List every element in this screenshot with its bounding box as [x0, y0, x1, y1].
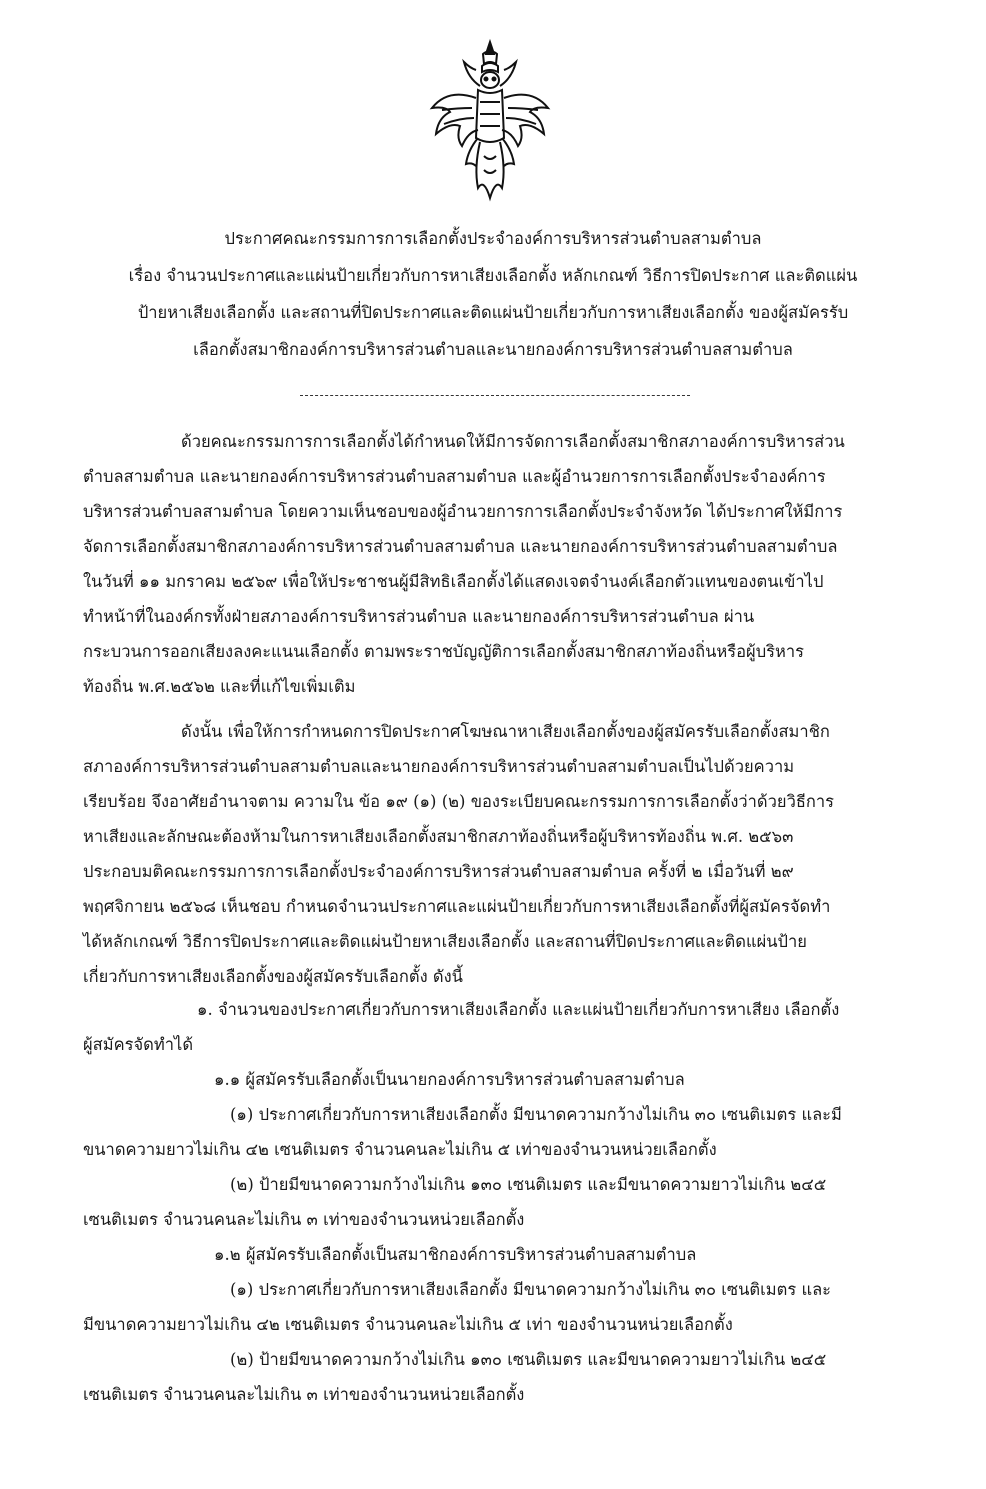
paragraph2-line: เรียบร้อย จึงอาศัยอำนาจตาม ความใน ข้อ ๑๙ (๑) (๒) ของระเบียบคณะกรรมการการเลือกตั้งว่าด้วยวิธีการ — [83, 792, 835, 811]
item-1-1-title: ๑.๑ ผู้สมัครรับเลือกตั้งเป็นนายกองค์การบริหารส่วนตำบลสามตำบล — [214, 1070, 685, 1089]
item-1-1-a-line: ขนาดความยาวไม่เกิน ๔๒ เซนติเมตร จำนวนคนละไม่เกิน ๕ เท่าของจำนวนหน่วยเลือกตั้ง — [83, 1140, 717, 1159]
item-1-2-title: ๑.๒ ผู้สมัครรับเลือกตั้งเป็นสมาชิกองค์การบริหารส่วนตำบลสามตำบล — [214, 1245, 697, 1264]
document-title: ประกาศคณะกรรมการการเลือกตั้งประจำองค์การบริหารส่วนตำบลสามตำบล — [224, 229, 762, 248]
paragraph2-line: ประกอบมติคณะกรรมการการเลือกตั้งประจำองค์การบริหารส่วนตำบลสามตำบล ครั้งที่ ๒ เมื่อวันที่ ๒๙ — [83, 862, 794, 881]
garuda-emblem — [428, 38, 552, 204]
item-1-line: ผู้สมัครจัดทำได้ — [83, 1035, 194, 1054]
subject-line-2: ป้ายหาเสียงเลือกตั้ง และสถานที่ปิดประกาศและติดแผ่นป้ายเกี่ยวกับการหาเสียงเลือกตั้ง ของผู้สมัครรับ — [137, 303, 849, 322]
paragraph1-line: จัดการเลือกตั้งสมาชิกสภาองค์การบริหารส่วนตำบลสามตำบล และนายกองค์การบริหารส่วนตำบลสามตำบล — [83, 537, 838, 556]
item-1-2-a-line: มีขนาดความยาวไม่เกิน ๔๒ เซนติเมตร จำนวนคนละไม่เกิน ๕ เท่า ของจำนวนหน่วยเลือกตั้ง — [83, 1315, 733, 1334]
paragraph1-line: ด้วยคณะกรรมการการเลือกตั้งได้กำหนดให้มีการจัดการเลือกตั้งสมาชิกสภาองค์การบริหารส่วน — [181, 432, 845, 451]
item-1-2-b-line: เซนติเมตร จำนวนคนละไม่เกิน ๓ เท่าของจำนวนหน่วยเลือกตั้ง — [83, 1385, 525, 1404]
paragraph2-line: เกี่ยวกับการหาเสียงเลือกตั้งของผู้สมัครรับเลือกตั้ง ดังนี้ — [83, 967, 463, 986]
subject-line-3: เลือกตั้งสมาชิกองค์การบริหารส่วนตำบลและนายกองค์การบริหารส่วนตำบลสามตำบล — [193, 340, 793, 359]
paragraph2-line: ได้หลักเกณฑ์ วิธีการปิดประกาศและติดแผ่นป้ายหาเสียงเลือกตั้ง และสถานที่ปิดประกาศและติดแผ่นป้าย — [83, 932, 807, 951]
paragraph2-line: พฤศจิกายน ๒๕๖๘ เห็นชอบ กำหนดจำนวนประกาศและแผ่นป้ายเกี่ยวกับการหาเสียงเลือกตั้งที่ผู้สมัครจัดทำ — [83, 897, 831, 916]
subject-line-1: เรื่อง จำนวนประกาศและแผ่นป้ายเกี่ยวกับการหาเสียงเลือกตั้ง หลักเกณฑ์ วิธีการปิดประกาศ และติดแผ่น — [128, 266, 858, 285]
item-1-2-a-line: (๑) ประกาศเกี่ยวกับการหาเสียงเลือกตั้ง มีขนาดความกว้างไม่เกิน ๓๐ เซนติเมตร และ — [230, 1280, 832, 1299]
paragraph2-line: หาเสียงและลักษณะต้องห้ามในการหาเสียงเลือกตั้งสมาชิกสภาท้องถิ่นหรือผู้บริหารท้องถิ่น พ.ศ. ๒๕๖๓ — [83, 827, 794, 846]
separator-line — [300, 395, 690, 396]
paragraph1-line: ท้องถิ่น พ.ศ.๒๕๖๒ และที่แก้ไขเพิ่มเติม — [83, 677, 356, 696]
paragraph1-line: กระบวนการออกเสียงลงคะแนนเลือกตั้ง ตามพระราชบัญญัติการเลือกตั้งสมาชิกสภาท้องถิ่นหรือผู้บริหาร — [83, 642, 805, 661]
item-1-1-b-line: เซนติเมตร จำนวนคนละไม่เกิน ๓ เท่าของจำนวนหน่วยเลือกตั้ง — [83, 1210, 525, 1229]
item-1-2-b-line: (๒) ป้ายมีขนาดความกว้างไม่เกิน ๑๓๐ เซนติเมตร และมีขนาดความยาวไม่เกิน ๒๔๕ — [230, 1350, 827, 1369]
item-1-1-b-line: (๒) ป้ายมีขนาดความกว้างไม่เกิน ๑๓๐ เซนติเมตร และมีขนาดความยาวไม่เกิน ๒๔๕ — [230, 1175, 827, 1194]
paragraph2-line: สภาองค์การบริหารส่วนตำบลสามตำบลและนายกองค์การบริหารส่วนตำบลสามตำบลเป็นไปด้วยความ — [83, 757, 795, 776]
paragraph2-line: ดังนั้น เพื่อให้การกำหนดการปิดประกาศโฆษณาหาเสียงเลือกตั้งของผู้สมัครรับเลือกตั้งสมาชิก — [181, 722, 830, 741]
item-1-line: ๑. จำนวนของประกาศเกี่ยวกับการหาเสียงเลือกตั้ง และแผ่นป้ายเกี่ยวกับการหาเสียง เลือกตั้ง — [197, 1000, 840, 1019]
paragraph1-line: บริหารส่วนตำบลสามตำบล โดยความเห็นชอบของผู้อำนวยการการเลือกตั้งประจำจังหวัด ได้ประกาศให้มีการ — [83, 502, 843, 521]
paragraph1-line: ในวันที่ ๑๑ มกราคม ๒๕๖๙ เพื่อให้ประชาชนผู้มีสิทธิเลือกตั้งได้แสดงเจตจำนงค์เลือกตัวแทนของตนเข้าไป — [83, 572, 824, 591]
paragraph1-line: ทำหน้าที่ในองค์กรทั้งฝ่ายสภาองค์การบริหารส่วนตำบล และนายกองค์การบริหารส่วนตำบล ผ่าน — [83, 607, 755, 626]
paragraph1-line: ตำบลสามตำบล และนายกองค์การบริหารส่วนตำบลสามตำบล และผู้อำนวยการการเลือกตั้งประจำองค์การ — [83, 467, 826, 486]
item-1-1-a-line: (๑) ประกาศเกี่ยวกับการหาเสียงเลือกตั้ง มีขนาดความกว้างไม่เกิน ๓๐ เซนติเมตร และมี — [230, 1105, 842, 1124]
